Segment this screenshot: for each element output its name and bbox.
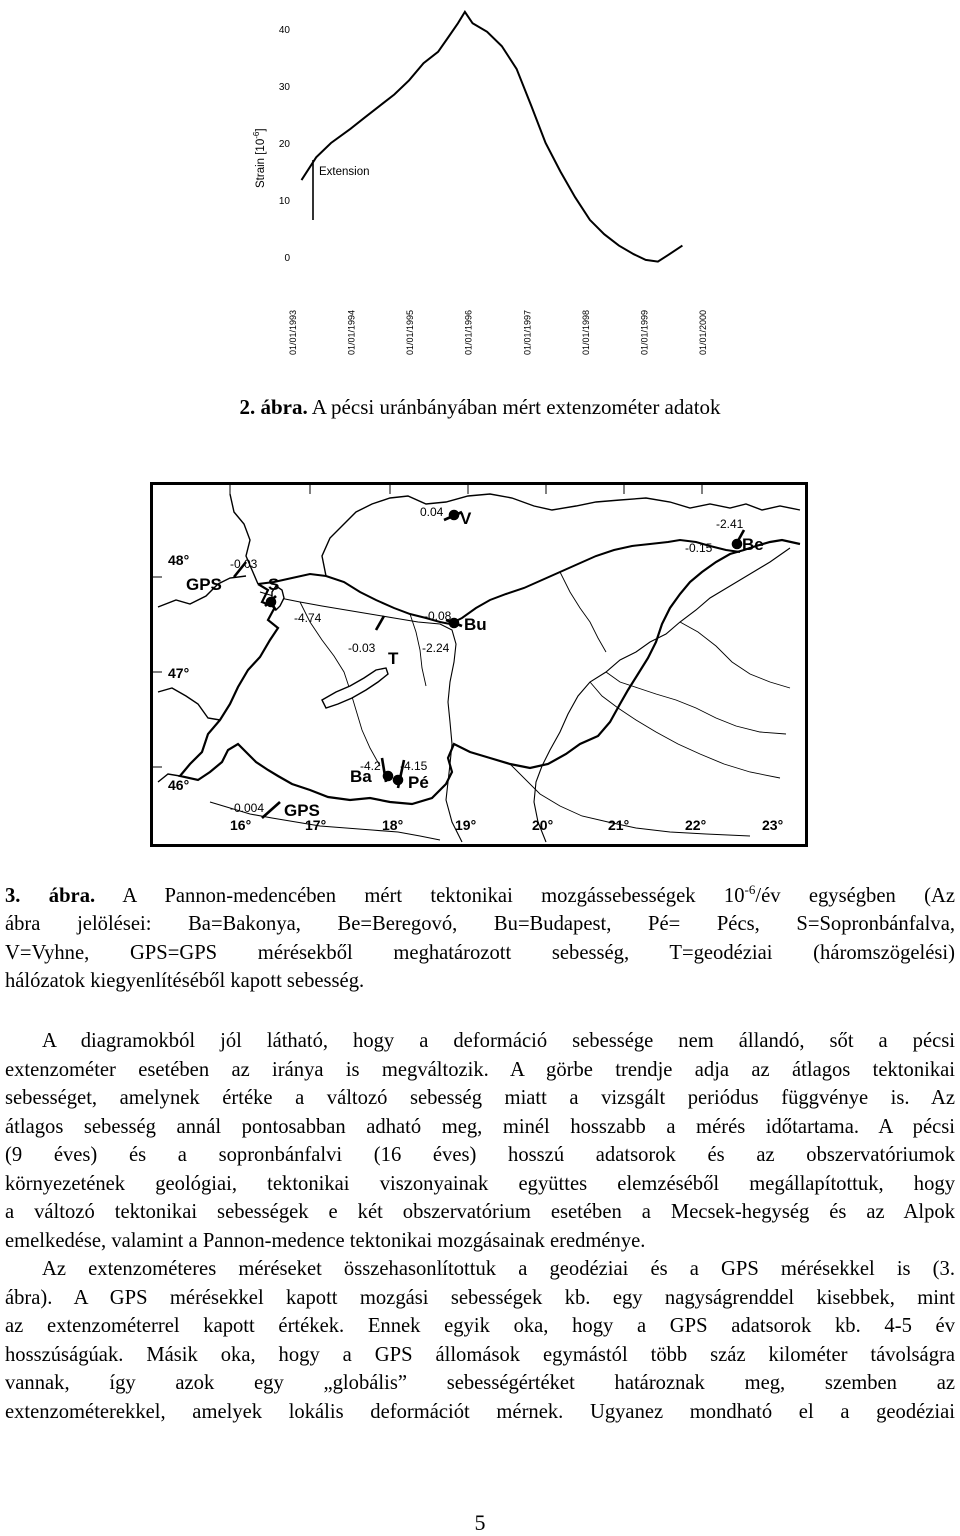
page-number: 5 <box>474 1510 486 1535</box>
lon-label-19: 19° <box>455 817 477 833</box>
station-ba-label: Ba <box>350 767 372 786</box>
station-v-label: V <box>460 509 472 528</box>
lat-label-46: 46° <box>168 777 190 793</box>
paragraph-line: extenzométerekkel, amelyek lokális deformációt mérnek. Ugyanez mondható el a geodéziai <box>5 1400 955 1423</box>
lon-label-21: 21° <box>608 817 630 833</box>
station-be-value2: -0.15 <box>685 541 713 555</box>
lat-label-48: 48° <box>168 552 190 568</box>
station-be-value1: -2.41 <box>716 517 744 531</box>
x-tick-label: 01/01/1997 <box>522 309 533 355</box>
station-v-value: 0.04 <box>420 505 444 519</box>
station-bu-value1: -0.08 <box>424 609 452 623</box>
body-paragraph-2 <box>5 1255 955 1426</box>
paragraph-line: átlagos sebesség annál pontosabban adható meg, minél hosszabb a mérés időtartama. A pécsi <box>5 1115 955 1138</box>
y-axis-label: Strain $[10^{-6}]$ <box>252 128 267 188</box>
paragraph-line: hosszúságúak. Másik oka, hogy a GPS állomások egymástól több száz kilométer távolságra <box>5 1343 955 1366</box>
station-s-value: -4.74 <box>294 611 322 625</box>
station-bu-value2: -2.24 <box>422 641 450 655</box>
y-tick-label: 0 <box>284 253 290 264</box>
paragraph-line: ábra). A GPS mérésekkel kapott mozgási sebességek kb. egy nagyságrenddel kisebbek, mint <box>5 1286 955 1309</box>
figure-3-label: 3. ábra. <box>5 884 96 907</box>
x-tick-label: 01/01/1995 <box>405 309 416 355</box>
station-gps2-value: -0.004 <box>230 801 265 815</box>
paragraph-line: vannak, így azok egy „globális” sebességértéket határoznak meg, szemben az <box>5 1372 955 1394</box>
station-t-value: -0.03 <box>348 641 376 655</box>
x-tick-label: 01/01/1998 <box>580 309 591 355</box>
figure-3-caption-text: A Pannon-medencében mért tektonikai mozgássebességek 10 <box>122 884 745 907</box>
figure-2-label: 2. ábra. <box>239 395 308 419</box>
station-ba-value: -4.2 <box>360 759 381 773</box>
figure-3-caption-line: V=Vyhne, GPS=GPS mérésekből meghatározott sebesség, T=geodéziai (háromszögelési) <box>5 941 955 964</box>
station-t-label: T <box>388 649 399 668</box>
station-gps1-value: -0.03 <box>230 557 258 571</box>
body-paragraph-1 <box>5 1027 955 1255</box>
y-tick-label: 30 <box>278 82 290 93</box>
paragraph-line: a változó tektonikai sebességek e két obszervatórium esetében a Mecsek-hegység és az Alpok <box>5 1201 955 1223</box>
station-pe-label: Pé <box>408 773 429 792</box>
paragraph-line: Az extenzométeres méréseket összehasonlítottuk a geodéziai és a GPS mérésekkel is (3. <box>42 1258 955 1280</box>
x-tick-label: 01/01/2000 <box>698 309 708 355</box>
paragraph-line: emelkedése, valamint a Pannon-medence tektonikai mozgásainak eredménye. <box>5 1229 646 1252</box>
figure-2-caption-text: A pécsi uránbányában mért extenzométer adatok <box>311 395 721 419</box>
x-tick-label: 01/01/1996 <box>463 309 474 355</box>
figure-3-exponent: -6 <box>744 882 756 897</box>
station-be-label: Be <box>742 535 764 554</box>
figure-3-caption-line <box>5 876 955 910</box>
paragraph-line: (9 éves) és a sopronbánfalvi (16 éves) hosszú adatsorok és az obszervatóriumok <box>5 1144 955 1166</box>
lon-label-23: 23° <box>762 817 784 833</box>
pannon-basin-map <box>150 482 810 848</box>
y-axis <box>279 25 291 264</box>
lon-label-22: 22° <box>685 817 707 833</box>
paragraph-line: extenzométer esetében az iránya is megváltozik. A görbe trendje adja az átlagos tektonikai <box>5 1058 955 1081</box>
station-gps2-label: GPS <box>284 801 320 820</box>
x-axis <box>288 310 708 355</box>
lon-label-18: 18° <box>382 817 404 833</box>
paragraph-line: sebességet, amelynek értéke a változó sebesség miatt a vizsgált periódus függvénye is. Az <box>5 1087 955 1109</box>
figure-3-caption-tail: /év egységben (Az <box>755 884 955 907</box>
station-gps1-label: GPS <box>186 575 222 594</box>
lon-label-17: 17° <box>305 817 327 833</box>
y-tick-label: 10 <box>278 196 290 207</box>
y-tick-label: 20 <box>278 139 290 150</box>
station-bu-label: Bu <box>464 615 487 634</box>
station-s-label: S <box>268 575 280 594</box>
figure-2-caption <box>0 395 960 420</box>
lon-label-20: 20° <box>532 817 554 833</box>
x-tick-label: 01/01/1999 <box>639 309 650 355</box>
paragraph-line: az extenzométerrel kapott értékek. Ennek egyik oka, hogy a GPS adatsorok kb. 4-5 év <box>5 1315 955 1337</box>
station-pe-value: -4.15 <box>400 759 428 773</box>
x-tick-label: 01/01/1993 <box>288 309 298 355</box>
paragraph-line: A diagramokból jól látható, hogy a deformáció sebessége nem állandó, sőt a pécsi <box>42 1030 955 1052</box>
lon-label-16: 16° <box>230 817 252 833</box>
strain-series-line <box>302 12 683 262</box>
figure-3-caption <box>5 876 955 996</box>
figure-3-caption-line: ábra jelölései: Ba=Bakonya, Be=Beregovó, Bu=Budapest, Pé= Pécs, S=Sopronbánfalva, <box>5 913 955 936</box>
y-tick-label: 40 <box>278 25 290 36</box>
extension-annotation: Extension <box>319 166 370 178</box>
x-tick-label: 01/01/1994 <box>346 309 357 355</box>
paragraph-line: környezetének geológiai, tektonikai viszonyainak együttes elemzéséből megállapítottuk, hogy <box>5 1172 955 1195</box>
figure-3-caption-line: hálózatok kiegyenlítéséből kapott sebesség. <box>5 970 365 993</box>
strain-chart <box>240 0 740 370</box>
lat-label-47: 47° <box>168 665 190 681</box>
